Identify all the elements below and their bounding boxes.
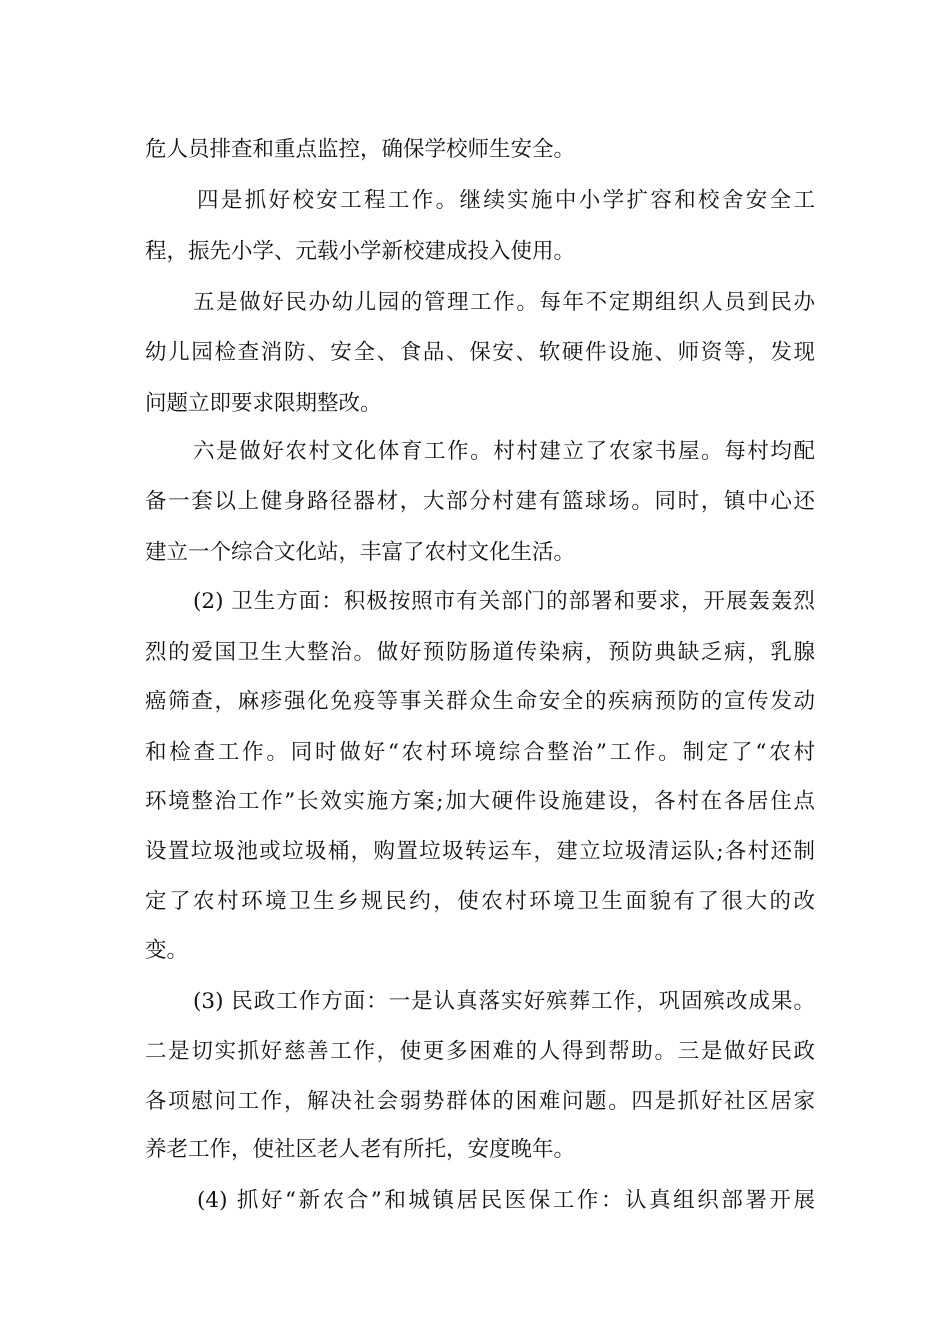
text-line: 二是切实抓好慈善工作，使更多困难的人得到帮助。三是做好民政 [145, 1039, 815, 1064]
text-line: 癌筛查，麻疹强化免疫等事关群众生命安全的疾病预防的宣传发动 [145, 689, 815, 714]
paragraph-first-line: (3) 民政工作方面：一是认真落实好殡葬工作，巩固殡改成果。 [193, 989, 815, 1014]
text-line: 问题立即要求限期整改。 [145, 391, 382, 416]
text-line: 程，振先小学、元载小学新校建成投入使用。 [145, 239, 576, 264]
text-line: 变。 [145, 938, 189, 963]
paragraph-first-line: (4) 抓好“新农合”和城镇居民医保工作：认真组织部署开展 [197, 1188, 815, 1213]
text-line: 备一套以上健身路径器材，大部分村建有篮球场。同时，镇中心还 [145, 489, 815, 514]
text-line: 环境整治工作”长效实施方案;加大硬件设施建设，各村在各居住点 [145, 789, 815, 814]
paragraph-first-line: 四是抓好校安工程工作。继续实施中小学扩容和校舍安全工 [197, 188, 815, 213]
text-line: 幼儿园检查消防、安全、食品、保安、软硬件设施、师资等，发现 [145, 340, 815, 365]
text-line: 建立一个综合文化站，丰富了农村文化生活。 [145, 540, 576, 565]
text-line: 危人员排查和重点监控，确保学校师生安全。 [145, 137, 576, 162]
paragraph-first-line: (2) 卫生方面：积极按照市有关部门的部署和要求，开展轰轰烈 [193, 589, 815, 614]
paragraph-first-line: 六是做好农村文化体育工作。村村建立了农家书屋。每村均配 [193, 439, 815, 464]
text-line: 设置垃圾池或垃圾桶，购置垃圾转运车，建立垃圾清运队;各村还制 [145, 839, 815, 864]
text-line: 定了农村环境卫生乡规民约，使农村环境卫生面貌有了很大的改 [145, 889, 815, 914]
paragraph-first-line: 五是做好民办幼儿园的管理工作。每年不定期组织人员到民办 [193, 290, 815, 315]
text-line: 和检查工作。同时做好“农村环境综合整治”工作。制定了“农村 [145, 740, 815, 765]
text-line: 烈的爱国卫生大整治。做好预防肠道传染病，预防典缺乏病，乳腺 [145, 640, 815, 665]
text-line: 各项慰问工作，解决社会弱势群体的困难问题。四是抓好社区居家 [145, 1089, 815, 1114]
text-line: 养老工作，使社区老人老有所托，安度晚年。 [145, 1137, 576, 1162]
